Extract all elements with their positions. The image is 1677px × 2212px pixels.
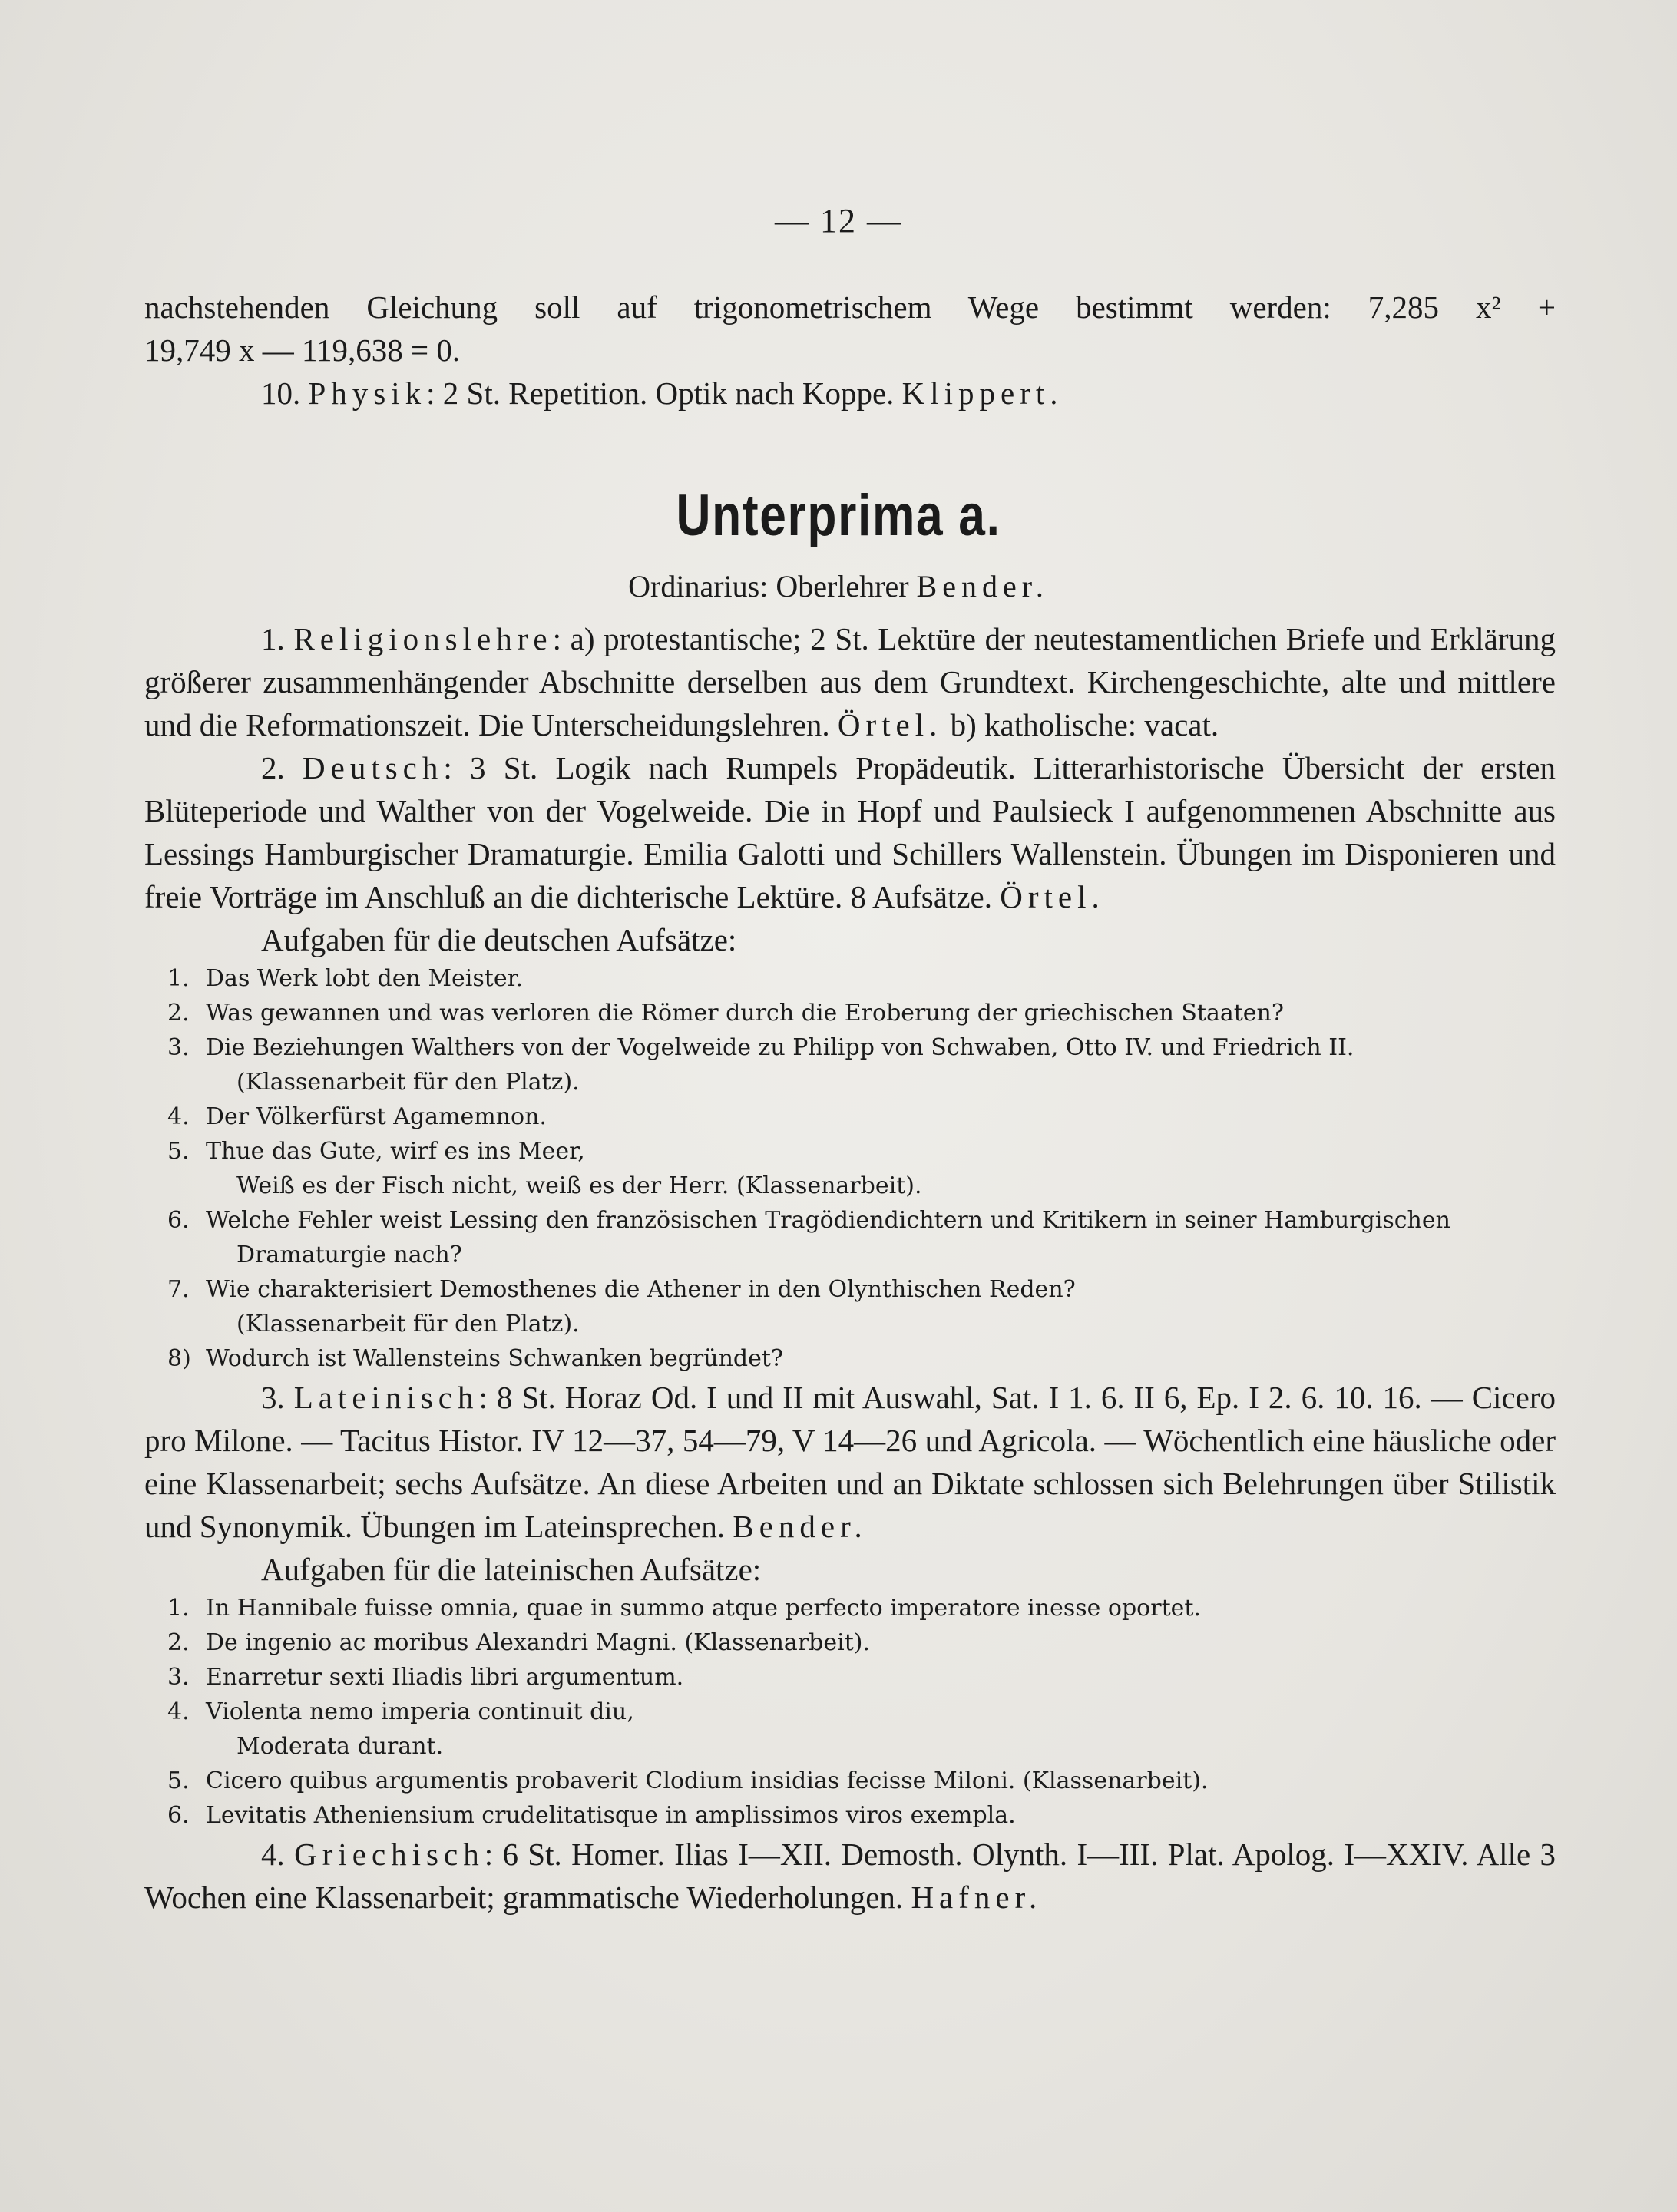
deutsch-aufgaben-list (144, 961, 1556, 1376)
item-text: Violenta nemo imperia continuit diu, (206, 1698, 634, 1725)
item-text: Der Völkerfürst Agamemnon. (206, 1103, 547, 1130)
list-item (144, 1660, 1556, 1695)
list-item (144, 1341, 1556, 1376)
deutsch-num: 2. (261, 750, 285, 785)
deutsch-paragraph (144, 746, 1556, 918)
list-item (144, 1134, 1556, 1203)
list-item (144, 1099, 1556, 1134)
item-text: Das Werk lobt den Meister. (206, 965, 524, 992)
item-number: 8) (167, 1345, 191, 1372)
item-continuation: Dramaturgie nach? (237, 1242, 462, 1268)
latein-subject: Lateinisch (293, 1380, 479, 1415)
religion-paragraph (144, 617, 1556, 746)
latein-aufgaben-title: Aufgaben für die lateinischen Aufsätze: (261, 1552, 762, 1587)
item-number: 6. (167, 1802, 190, 1829)
item-number: 4. (167, 1103, 190, 1130)
list-item (144, 1203, 1556, 1272)
item-text: Cicero quibus argumentis probaverit Clodium insidias fecisse Miloni. (Klassenarbeit). (206, 1767, 1209, 1794)
item-text: Die Beziehungen Walthers von der Vogelweide zu Philipp von Schwaben, Otto IV. und Friedrich II. (206, 1034, 1354, 1061)
item-number: 7. (167, 1276, 190, 1303)
item-continuation: (Klassenarbeit für den Platz). (237, 1311, 580, 1337)
physik-text: : 2 St. Repetition. Optik nach Koppe. (426, 375, 895, 411)
item-text: Levitatis Atheniensium crudelitatisque in amplissimos viros exempla. (206, 1802, 1016, 1829)
deutsch-teacher: Örtel. (1000, 879, 1105, 914)
item-continuation: (Klassenarbeit für den Platz). (237, 1069, 580, 1096)
item-number: 5. (167, 1138, 190, 1165)
item-continuation: Weiß es der Fisch nicht, weiß es der Herr. (Klassenarbeit). (237, 1172, 922, 1199)
ordinarius-line (0, 568, 1677, 604)
physik-subject: Physik (308, 375, 427, 411)
religion-num: 1. (261, 621, 285, 656)
item-number: 6. (167, 1207, 190, 1234)
item-text: Thue das Gute, wirf es ins Meer, (206, 1138, 585, 1165)
griechisch-teacher: Hafner. (911, 1880, 1043, 1915)
griechisch-text: : 6 St. Homer. Ilias I—XII. Demosth. Olynth. I—III. Plat. Apolog. I—XXIV. Alle 3 Wochen eine Klassenarbeit; grammatische Wiederholungen. (144, 1837, 1556, 1915)
main-content (144, 617, 1556, 1919)
item-text: Was gewannen und was verloren die Römer durch die Eroberung der griechischen Staaten? (206, 1000, 1284, 1027)
item-number: 1. (167, 965, 190, 992)
latein-text: : 8 St. Horaz Od. I und II mit Auswahl, Sat. I 1. 6. II 6, Ep. I 2. 6. 10. 16. — Cicero pro Milone. — Tacitus Histor. IV 12—37, 54—79, V 14—26 und Agricola. — Wöchentlich eine häusliche oder eine Klassenarbeit; sechs Aufsätze. An diese Arbeiten und an Diktate schlossen sich Belehrungen über Stilistik und Synonymik. Übungen im Lateinsprechen. (144, 1380, 1556, 1544)
deutsch-subject: Deutsch (303, 750, 444, 785)
item-continuation: Moderata durant. (237, 1733, 444, 1760)
list-item (144, 1030, 1556, 1099)
deutsch-text: : 3 St. Logik nach Rumpels Propädeutik. Litterarhistorische Übersicht der ersten Blüteperiode und Walther von der Vogelweide. Die in Hopf und Paulsieck I aufgenommenen Abschnitte aus Lessings Hamburgischer Dramaturgie. Emilia Galotti und Schillers Wallenstein. Übungen im Disponieren und freie Vorträge im Anschluß an die dichterische Lektüre. 8 Aufsätze. (144, 750, 1556, 914)
list-item (144, 1764, 1556, 1798)
religion-rest: b) katholische: vacat. (942, 707, 1219, 742)
latein-paragraph (144, 1376, 1556, 1548)
latein-teacher: Bender. (733, 1509, 868, 1544)
item-number: 2. (167, 1629, 190, 1656)
physik-paragraph (144, 372, 1556, 415)
page-number: — 12 — (775, 202, 902, 240)
griechisch-num: 4. (261, 1837, 285, 1872)
list-item (144, 1695, 1556, 1764)
list-item (144, 1625, 1556, 1660)
item-number: 3. (167, 1664, 190, 1691)
latein-num: 3. (261, 1380, 285, 1415)
item-text: In Hannibale fuisse omnia, quae in summo atque perfecto imperatore inesse oportet. (206, 1595, 1201, 1622)
item-number: 2. (167, 1000, 190, 1027)
section-heading: Unterprima a. (676, 483, 1001, 548)
item-text: Wie charakterisiert Demosthenes die Athener in den Olynthischen Reden? (206, 1276, 1076, 1303)
griechisch-paragraph (144, 1833, 1556, 1919)
list-item (144, 1272, 1556, 1341)
equation-line-1: nachstehenden Gleichung soll auf trigonometrischem Wege bestimmt werden: 7,285 x² + (144, 289, 1556, 325)
list-item (144, 1798, 1556, 1833)
equation-line-2: 19,749 x — 119,638 = 0. (144, 332, 461, 368)
religion-subject: Religionslehre (293, 621, 553, 656)
item-text: Welche Fehler weist Lessing den französischen Tragödiendichtern und Kritikern in seiner Hamburgischen (206, 1207, 1450, 1234)
item-text: De ingenio ac moribus Alexandri Magni. (Klassenarbeit). (206, 1629, 871, 1656)
griechisch-subject: Griechisch (294, 1837, 485, 1872)
item-number: 3. (167, 1034, 190, 1061)
list-item (144, 996, 1556, 1030)
list-item (144, 1591, 1556, 1625)
physik-num: 10. (261, 375, 301, 411)
item-text: Enarretur sexti Iliadis libri argumentum. (206, 1664, 684, 1691)
deutsch-aufgaben-title: Aufgaben für die deutschen Aufsätze: (261, 922, 737, 957)
item-number: 4. (167, 1698, 190, 1725)
item-text: Wodurch ist Wallensteins Schwanken begründet? (206, 1345, 783, 1372)
ordinarius-label: Ordinarius: Oberlehrer (628, 569, 909, 603)
ordinarius-name: Bender. (916, 569, 1049, 603)
list-item (144, 961, 1556, 996)
physik-teacher: Klippert. (901, 375, 1063, 411)
religion-text: : a) protestantische; 2 St. Lektüre der neutestamentlichen Briefe und Erklärung größerer zusammenhängender Abschnitte derselben aus dem Grundtext. Kirchengeschichte, alte und mittlere und die Reformationszeit. Die Unterscheidungslehren. (144, 621, 1556, 742)
religion-teacher: Örtel. (837, 707, 943, 742)
item-number: 1. (167, 1595, 190, 1622)
top-block (144, 286, 1556, 415)
latein-aufgaben-list (144, 1591, 1556, 1833)
item-number: 5. (167, 1767, 190, 1794)
